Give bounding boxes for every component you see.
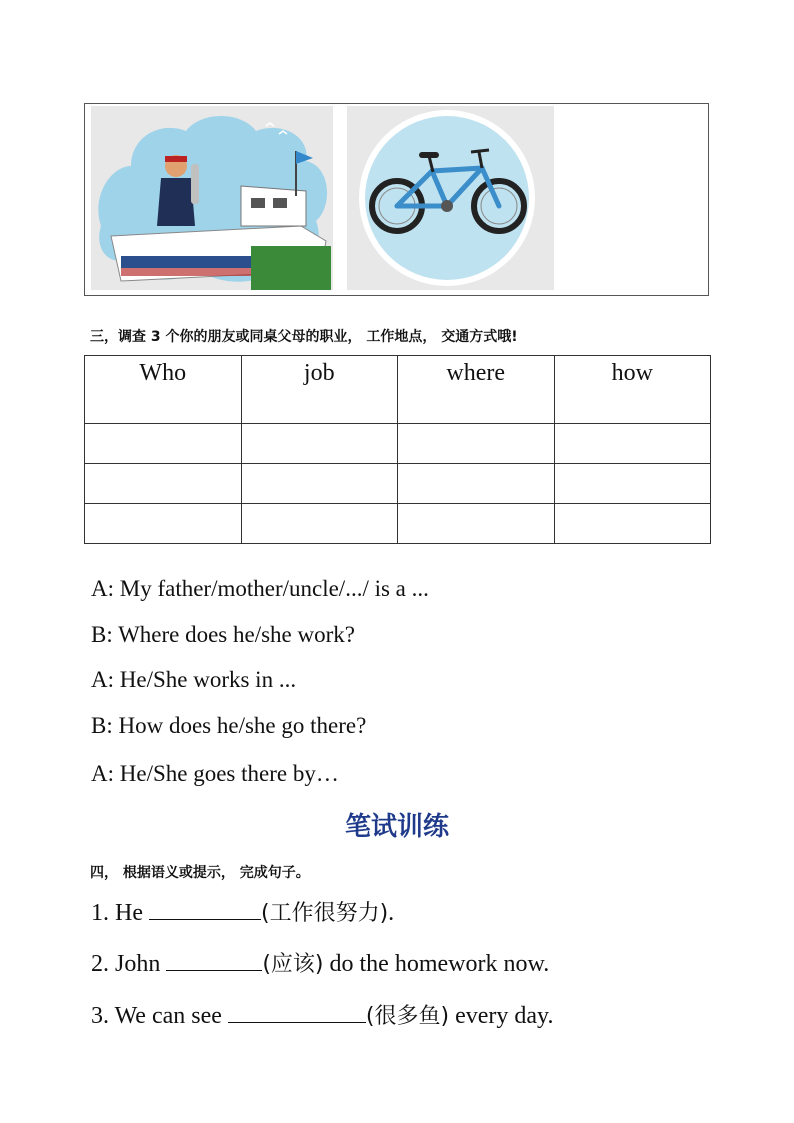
table-cell[interactable] <box>241 464 398 504</box>
table-cell[interactable] <box>554 464 711 504</box>
table-cell[interactable] <box>241 424 398 464</box>
question-prefix: 1. He <box>91 900 149 926</box>
question-prefix: 2. John <box>91 951 167 977</box>
table-cell[interactable] <box>398 424 555 464</box>
answer-blank[interactable] <box>166 950 262 971</box>
bicycle-picture <box>347 106 554 290</box>
section-4-title: 四， 根据语义或提示， 完成句子。 <box>90 865 310 881</box>
header-job: job <box>241 356 398 424</box>
header-who: Who <box>85 356 242 424</box>
dialogue-line-2: B: Where does he/she work? <box>91 622 355 647</box>
question-suffix: every day. <box>449 1003 554 1029</box>
table-cell[interactable] <box>85 464 242 504</box>
table-cell[interactable] <box>554 504 711 544</box>
question-suffix: do the homework now. <box>323 951 550 977</box>
survey-table <box>84 355 711 544</box>
table-cell[interactable] <box>241 504 398 544</box>
question-3 <box>91 999 553 1030</box>
table-row <box>85 424 711 464</box>
picture-frame <box>84 103 709 296</box>
written-practice-heading: 笔试训练 <box>344 812 449 842</box>
table-cell[interactable] <box>554 424 711 464</box>
header-where: where <box>398 356 555 424</box>
fisherman-boat-picture <box>91 106 333 290</box>
dialogue-line-1: A: My father/mother/uncle/.../ is a ... <box>91 576 429 601</box>
answer-blank[interactable] <box>149 899 261 920</box>
section-3-title: 三，调查 3 个你的朋友或同桌父母的职业， 工作地点， 交通方式哦! <box>90 329 518 345</box>
dialogue-line-5: A: He/She goes there by… <box>91 761 339 786</box>
question-2 <box>91 947 549 978</box>
table-cell[interactable] <box>398 504 555 544</box>
question-suffix: . <box>388 900 395 926</box>
dialogue-line-4: B: How does he/she go there? <box>91 713 367 738</box>
question-1 <box>91 896 394 927</box>
answer-blank[interactable] <box>228 1002 366 1023</box>
dialogue-line-3: A: He/She works in ... <box>91 667 297 692</box>
table-cell[interactable] <box>398 464 555 504</box>
question-hint: (工作很努力) <box>260 901 389 926</box>
table-row <box>85 504 711 544</box>
table-header-row <box>85 356 711 424</box>
table-cell[interactable] <box>85 504 242 544</box>
header-how: how <box>554 356 711 424</box>
question-hint: (应该) <box>262 952 324 977</box>
question-hint: (很多鱼) <box>365 1004 450 1029</box>
question-prefix: 3. We can see <box>91 1003 228 1029</box>
table-row <box>85 464 711 504</box>
table-cell[interactable] <box>85 424 242 464</box>
